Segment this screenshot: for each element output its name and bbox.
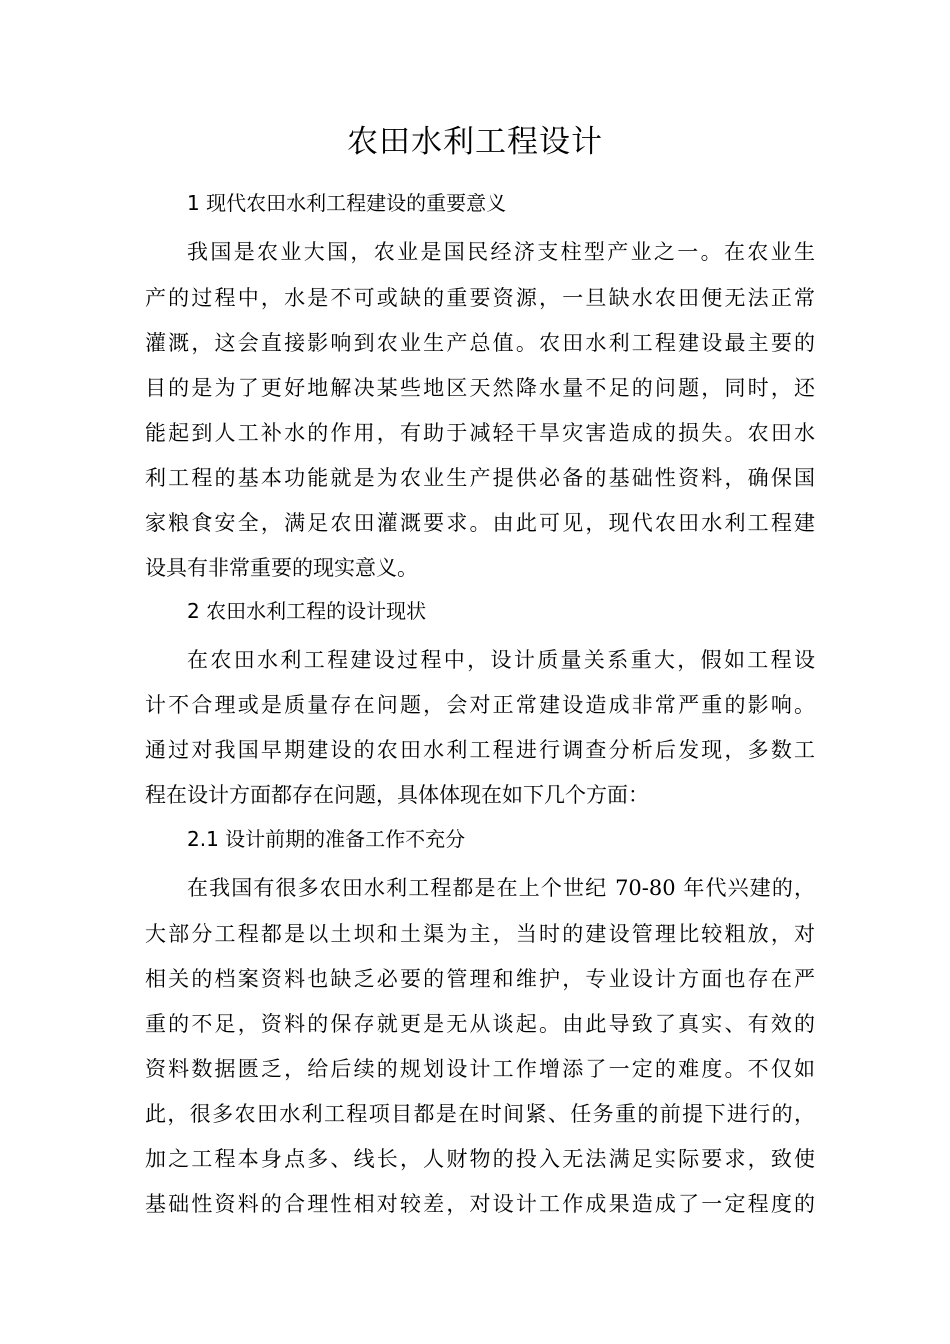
paragraph-line: 加之工程本身点多、线长，人财物的投入无法满足实际要求，致使 <box>145 1147 815 1171</box>
paragraph-line: 此，很多农田水利工程项目都是在时间紧、任务重的前提下进行的， <box>145 1102 815 1126</box>
section-2-heading: 2 农田水利工程的设计现状 <box>187 599 427 623</box>
paragraph-line: 大部分工程都是以土坝和土渠为主，当时的建设管理比较粗放，对 <box>145 922 815 946</box>
paragraph-line: 产的过程中，水是不可或缺的重要资源，一旦缺水农田便无法正常 <box>145 286 815 310</box>
paragraph-line: 程在设计方面都存在问题，具体体现在如下几个方面： <box>145 783 649 807</box>
document-title: 农田水利工程设计 <box>347 124 603 160</box>
paragraph-line: 基础性资料的合理性相对较差，对设计工作成果造成了一定程度的 <box>145 1192 815 1216</box>
paragraph-line: 资料数据匮乏，给后续的规划设计工作增添了一定的难度。不仅如 <box>145 1057 815 1081</box>
paragraph-line: 计不合理或是质量存在问题，会对正常建设造成非常严重的影响。 <box>145 693 815 717</box>
paragraph-line: 通过对我国早期建设的农田水利工程进行调查分析后发现，多数工 <box>145 738 815 762</box>
paragraph-line: 灌溉，这会直接影响到农业生产总值。农田水利工程建设最主要的 <box>145 331 815 355</box>
paragraph-line: 家粮食安全，满足农田灌溉要求。由此可见，现代农田水利工程建 <box>145 511 815 535</box>
paragraph-line: 设具有非常重要的现实意义。 <box>145 556 418 580</box>
section-2-1-heading: 2.1 设计前期的准备工作不充分 <box>187 827 466 851</box>
paragraph-line: 重的不足，资料的保存就更是无从谈起。由此导致了真实、有效的 <box>145 1012 815 1036</box>
paragraph-line: 能起到人工补水的作用，有助于减轻干旱灾害造成的损失。农田水 <box>145 421 815 445</box>
section-1-heading: 1 现代农田水利工程建设的重要意义 <box>187 191 507 215</box>
paragraph-line: 在我国有很多农田水利工程都是在上个世纪 70-80 年代兴建的， <box>187 876 815 900</box>
paragraph-line: 利工程的基本功能就是为农业生产提供必备的基础性资料，确保国 <box>145 466 815 490</box>
paragraph-line: 在农田水利工程建设过程中，设计质量关系重大，假如工程设 <box>187 648 815 672</box>
paragraph-line: 目的是为了更好地解决某些地区天然降水量不足的问题，同时，还 <box>145 376 815 400</box>
paragraph-line: 我国是农业大国，农业是国民经济支柱型产业之一。在农业生 <box>187 240 815 264</box>
paragraph-line: 相关的档案资料也缺乏必要的管理和维护，专业设计方面也存在严 <box>145 967 815 991</box>
